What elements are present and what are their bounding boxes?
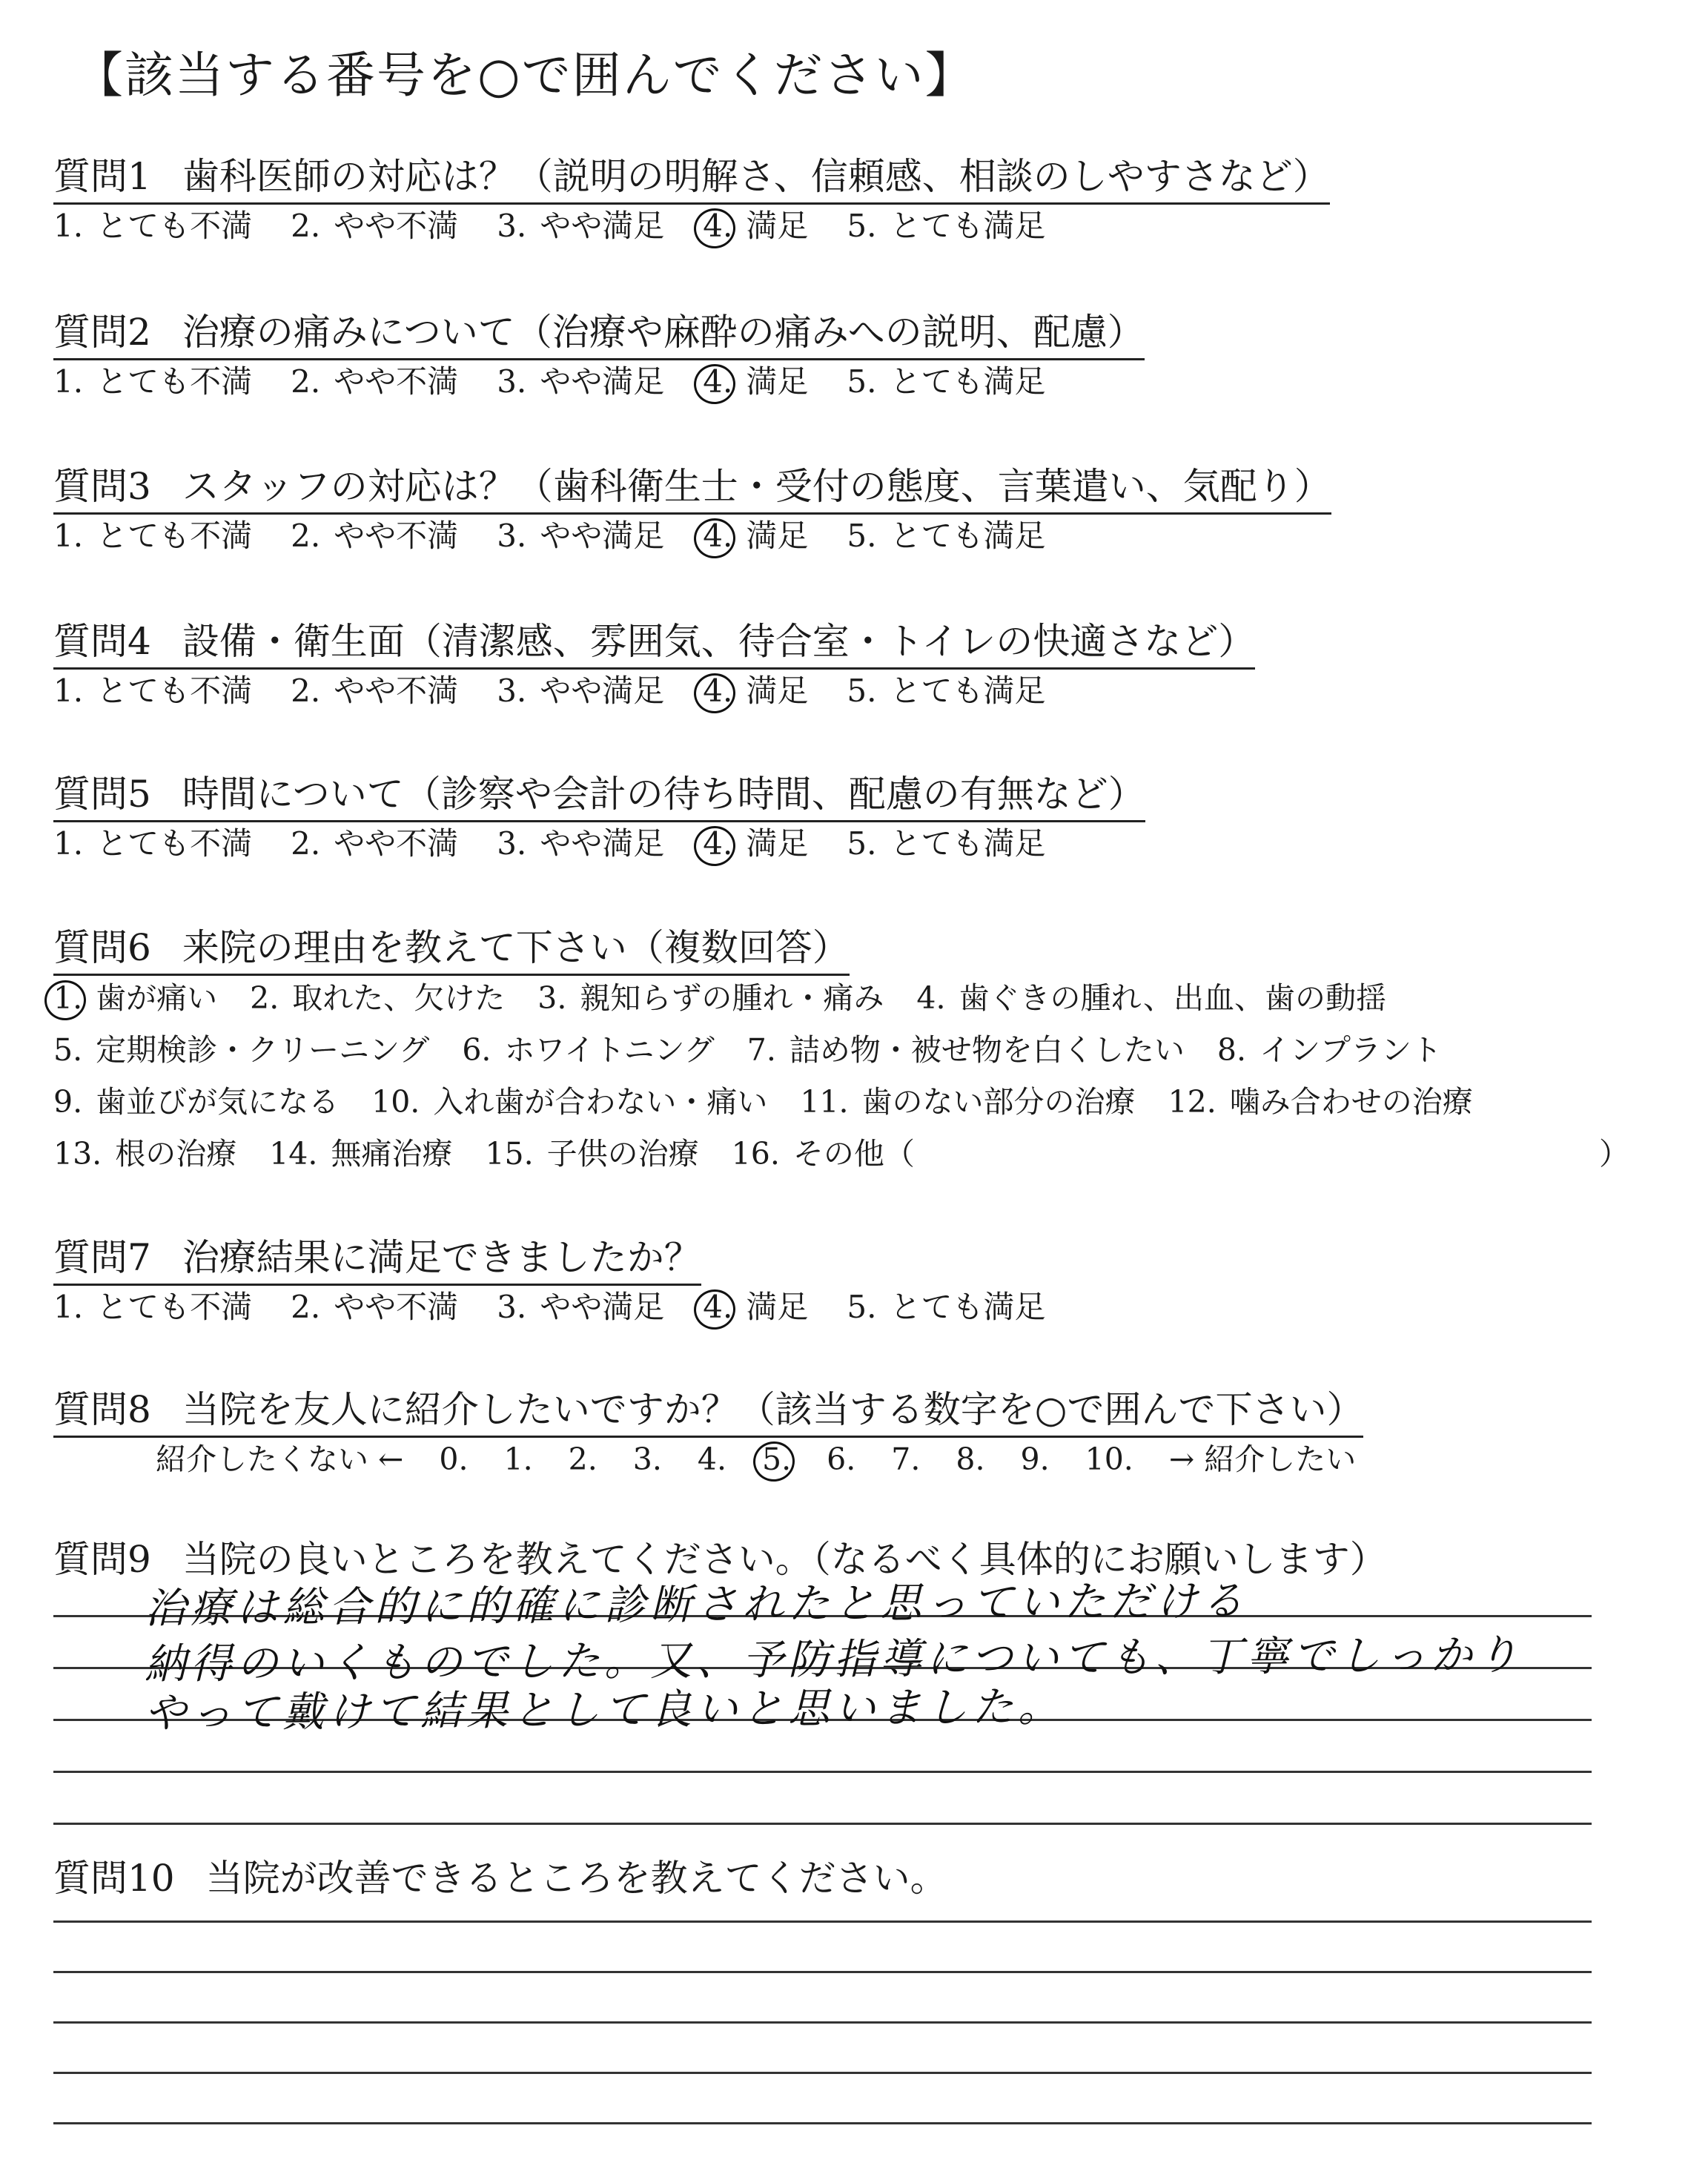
option-label: 歯が痛い [96,980,218,1016]
answer-option[interactable] [847,823,1045,865]
option-number: 1. [53,673,84,709]
option-number: 1. [53,1289,84,1325]
answer-option[interactable] [703,205,808,247]
question-label: 質問1 [53,155,151,198]
option-label: やや不満 [334,363,459,400]
option-label: 満足 [746,208,809,244]
answer-option[interactable] [53,823,252,865]
option-number: 2. [291,825,321,862]
option-number: 4. [916,980,946,1016]
question-text: 時間について（診察や会計の待ち時間、配慮の有無など） [182,773,1145,816]
option-number: 3. [497,208,527,244]
option-label: 満足 [746,825,809,862]
option-label: やや満足 [540,825,665,862]
option-label: 入れ歯が合わない・痛い [433,1084,768,1120]
question-title [53,617,1255,670]
answer-line [53,2122,1592,2124]
option-number: 5. [847,825,877,862]
question-label: 質問10 [53,1857,175,1900]
option-number: 5. [847,518,877,554]
option-label: やや不満 [334,825,459,862]
option-number: 2. [291,208,321,244]
option-number: 10. [371,1084,420,1120]
option-number: 5. [53,1032,83,1068]
page-title: 【該当する番号を○で囲んでください】 [74,47,976,104]
reason-row [53,1081,1506,1123]
answer-option[interactable] [291,670,458,712]
option-label: 歯のない部分の治療 [861,1084,1136,1120]
scale-option[interactable]: 6. [827,1441,856,1477]
option-label: 歯並びが気になる [96,1084,340,1120]
question-title [53,770,1145,822]
answer-option[interactable] [53,515,252,557]
option-label: その他（ [792,1136,915,1172]
option-number: 5. [847,1289,877,1325]
option-label: やや満足 [540,208,665,244]
option-number: 16. [731,1136,780,1172]
scale-option[interactable]: 9. [1020,1441,1050,1477]
reason-row [53,977,1419,1019]
option-label: 取れた、欠けた [292,980,506,1016]
reason-option[interactable] [800,1081,1135,1123]
option-label: とても満足 [890,673,1046,709]
option-label: とても不満 [96,673,253,709]
option-label: とても満足 [890,363,1046,400]
answer-option[interactable] [703,1287,808,1328]
reason-option[interactable] [1168,1081,1473,1123]
option-number: 15. [485,1136,534,1172]
question-text: 治療の痛みについて（治療や麻酔の痛みへの説明、配慮） [182,311,1145,354]
option-label: インプラント [1260,1032,1442,1068]
question-text: 当院を友人に紹介したいですか？（該当する数字を○で囲んで下さい） [182,1388,1364,1431]
answer-option[interactable] [291,823,458,865]
answer-line [53,1920,1592,1923]
answer-option[interactable] [53,205,252,247]
answer-line [53,1971,1592,1973]
satisfaction-options [53,1287,1084,1328]
option-label: やや満足 [540,673,665,709]
option-number: 4. [703,208,733,244]
option-label: とても不満 [96,208,253,244]
option-number: 3. [497,673,527,709]
answer-option[interactable] [847,205,1045,247]
option-number: 3. [497,518,527,554]
option-number: 3. [497,363,527,400]
option-label: 無痛治療 [331,1136,453,1172]
reason-option[interactable] [747,1029,1185,1071]
option-label: とても満足 [890,825,1046,862]
option-label: やや不満 [334,1289,459,1325]
answer-option[interactable] [53,670,252,712]
option-label: 噛み合わせの治療 [1229,1084,1473,1120]
scale-option[interactable]: 8. [956,1441,985,1477]
answer-option[interactable] [847,1287,1045,1328]
handwritten-answer-line: 治療は総合的に的確に診断されたと思っていただける [144,1576,1248,1634]
answer-option[interactable] [847,515,1045,557]
option-number: 2. [291,1289,321,1325]
reason-option[interactable] [53,1133,236,1175]
option-label: 満足 [746,363,809,400]
question-text: 当院が改善できるところを教えてください。 [205,1857,947,1900]
answer-option[interactable] [291,1287,458,1328]
option-number: 1. [53,980,83,1016]
option-number: 2. [291,518,321,554]
option-label: やや不満 [334,673,459,709]
scale-right-label: → 紹介したい [1168,1441,1357,1477]
handwritten-answer-line: 納得のいくものでした。又、予防指導についても、丁寧でしっかり [144,1631,1523,1689]
option-number: 1. [53,825,84,862]
option-label: 満足 [746,1289,809,1325]
option-label: やや不満 [334,208,459,244]
reason-row [53,1133,1629,1175]
option-number: 11. [800,1084,849,1120]
option-number: 2. [291,363,321,400]
question-text: スタッフの対応は？（歯科衛生士・受付の態度、言葉遣い、気配り） [182,465,1331,508]
scale-option[interactable]: 1. [503,1441,533,1477]
option-label: とても不満 [96,1289,253,1325]
answer-option[interactable] [497,823,664,865]
option-number: 4. [703,363,733,400]
question-title [53,1385,1363,1438]
option-number: 14. [269,1136,318,1172]
reason-option[interactable] [462,1029,714,1071]
option-number: 8. [1217,1032,1246,1068]
option-number: 5. [847,363,877,400]
question-text: 設備・衛生面（清潔感、雰囲気、待合室・トイレの快適さなど） [182,620,1256,663]
satisfaction-options [53,361,1084,403]
question-label: 質問5 [53,773,151,816]
answer-option[interactable] [497,515,664,557]
answer-line [53,1823,1592,1825]
option-number: 4. [703,1289,733,1325]
question-text: 治療結果に満足できましたか？ [182,1236,701,1279]
question-text: 当院の良いところを教えてください。（なるべく具体的にお願いします） [182,1538,1387,1581]
option-label: 定期検診・クリーニング [96,1032,430,1068]
reason-option[interactable] [250,977,505,1019]
answer-option[interactable] [497,361,664,403]
scale-option[interactable]: 10. [1085,1441,1133,1477]
reason-option[interactable] [53,1029,429,1071]
reason-option[interactable] [537,977,884,1019]
option-label: とても満足 [890,208,1046,244]
scale-option[interactable]: 0. [439,1441,469,1477]
answer-option[interactable] [847,361,1045,403]
answer-option[interactable] [497,1287,664,1328]
answer-option[interactable] [497,205,664,247]
option-label: とても不満 [96,518,253,554]
scale-option[interactable]: 3. [632,1441,662,1477]
question-title [53,462,1331,515]
option-number: 4. [703,673,733,709]
option-number: 5. [847,208,877,244]
satisfaction-options [53,670,1084,712]
answer-option[interactable] [497,670,664,712]
answer-option[interactable] [703,823,808,865]
option-label: やや不満 [334,518,459,554]
question-title [53,923,850,976]
other-close-paren: ） [1599,1136,1629,1172]
question-label: 質問7 [53,1236,151,1279]
answer-option[interactable] [703,515,808,557]
scale-option[interactable]: 5. [762,1439,791,1480]
option-label: 子供の治療 [546,1136,699,1172]
answer-option[interactable] [291,515,458,557]
answer-option[interactable] [291,205,458,247]
option-label: 歯ぐきの腫れ、出血、歯の動揺 [959,980,1386,1016]
option-number: 4. [703,518,733,554]
option-label: とても満足 [890,1289,1046,1325]
question-label: 質問4 [53,620,151,663]
option-number: 3. [497,1289,527,1325]
scale-option[interactable]: 4. [697,1441,727,1477]
reason-row [53,1029,1474,1071]
reason-option[interactable] [269,1133,452,1175]
question-text: 来院の理由を教えて下さい（複数回答） [182,926,850,969]
reason-option[interactable] [53,977,217,1019]
option-number: 1. [53,208,84,244]
scale-option[interactable]: 7. [891,1441,921,1477]
option-label: 根の治療 [115,1136,237,1172]
option-label: やや満足 [540,1289,665,1325]
answer-option[interactable] [53,1287,252,1328]
answer-option[interactable] [703,670,808,712]
question-label: 質問2 [53,311,151,354]
option-label: 親知らずの腫れ・痛み [580,980,884,1016]
question-label: 質問3 [53,465,151,508]
question-title [53,1854,947,1904]
option-number: 13. [53,1136,102,1172]
satisfaction-options [53,823,1084,865]
reason-option[interactable] [53,1081,339,1123]
option-number: 3. [497,825,527,862]
option-label: やや満足 [540,518,665,554]
option-number: 2. [250,980,279,1016]
answer-line [53,1771,1592,1773]
option-number: 6. [462,1032,491,1068]
scale-left-label: 紹介したくない ← [156,1441,404,1477]
option-label: やや満足 [540,363,665,400]
question-title [53,152,1330,205]
option-label: とても不満 [96,363,253,400]
question-title [53,1233,701,1286]
reason-option[interactable] [371,1081,767,1123]
scale-option[interactable]: 2. [568,1441,598,1477]
question-title [53,308,1145,360]
option-number: 5. [847,673,877,709]
reason-option[interactable] [732,1133,915,1175]
answer-option[interactable] [847,670,1045,712]
option-number: 1. [53,363,84,400]
option-number: 4. [703,825,733,862]
handwritten-answer-line: やって戴けて結果として良いと思いました。 [144,1682,1065,1738]
satisfaction-options [53,515,1084,557]
option-label: 満足 [746,673,809,709]
option-number: 12. [1168,1084,1217,1120]
question-text: 歯科医師の対応は？（説明の明解さ、信頼感、相談のしやすさなど） [182,155,1330,198]
answer-option[interactable] [703,361,808,403]
question-label: 質問9 [53,1538,151,1581]
recommend-scale [156,1439,1391,1480]
option-label: 詰め物・被せ物を白くしたい [789,1032,1185,1068]
reason-option[interactable] [485,1133,698,1175]
satisfaction-options [53,205,1084,247]
option-number: 1. [53,518,84,554]
option-number: 9. [53,1084,83,1120]
option-number: 7. [747,1032,776,1068]
answer-line [53,2021,1592,2024]
option-label: とても不満 [96,825,253,862]
option-label: とても満足 [890,518,1046,554]
question-label: 質問8 [53,1388,151,1431]
answer-option[interactable] [291,361,458,403]
option-number: 3. [537,980,567,1016]
question-label: 質問6 [53,926,151,969]
reason-option[interactable] [1217,1029,1442,1071]
option-label: ホワイトニング [504,1032,715,1068]
reason-option[interactable] [916,977,1386,1019]
answer-option[interactable] [53,361,252,403]
answer-line [53,2072,1592,2074]
option-label: 満足 [746,518,809,554]
option-number: 2. [291,673,321,709]
